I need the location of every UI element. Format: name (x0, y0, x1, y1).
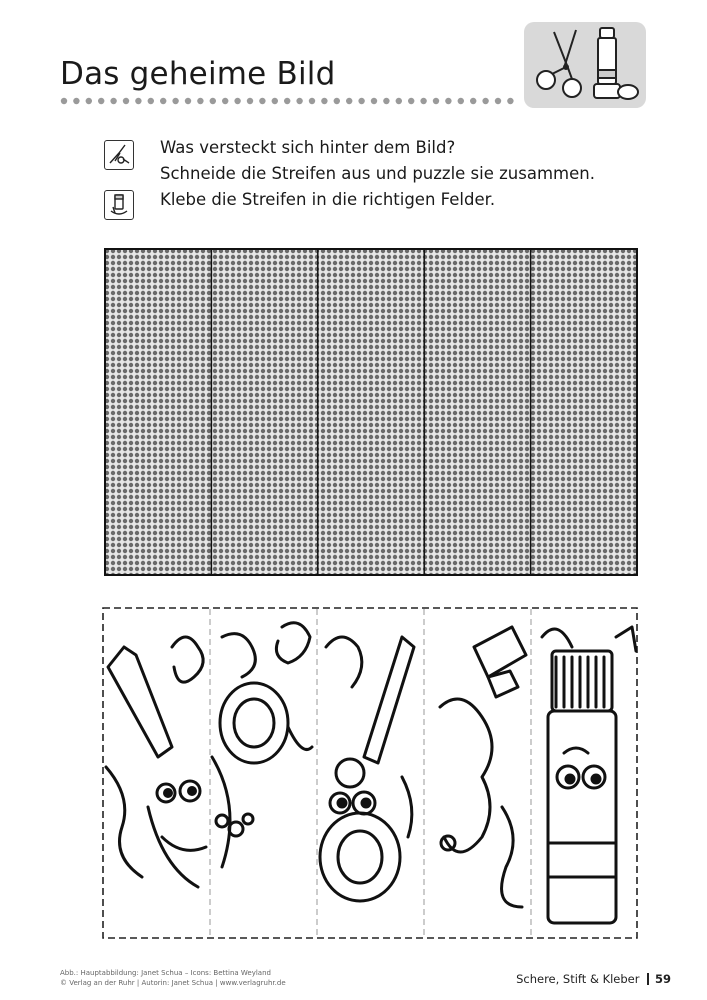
footer-page-info (516, 972, 671, 986)
divider-dot (135, 98, 141, 104)
divider-dot (507, 98, 513, 104)
divider-dot (346, 98, 352, 104)
instruction-line-3: Klebe die Streifen in die richtigen Felder. (160, 190, 496, 209)
instruction-line-1: Was versteckt sich hinter dem Bild? (160, 138, 456, 157)
divider-dot (86, 98, 92, 104)
page-title: Das geheime Bild (60, 56, 336, 92)
divider-dot (470, 98, 476, 104)
divider-dot (482, 98, 488, 104)
glue-stick-icon (104, 190, 134, 220)
divider-dot (321, 98, 327, 104)
instructions (160, 135, 595, 213)
divider-dot (172, 98, 178, 104)
divider-dot (371, 98, 377, 104)
divider-dot (284, 98, 290, 104)
divider-dot (309, 98, 315, 104)
cut-out-strips[interactable] (102, 607, 638, 939)
divider-dot (296, 98, 302, 104)
divider-dot (396, 98, 402, 104)
divider-dot (259, 98, 265, 104)
divider-dot (495, 98, 501, 104)
target-grid-area (105, 249, 637, 575)
instruction-line-2: Schneide die Streifen aus und puzzle sie zusammen. (160, 164, 595, 183)
divider-dot (445, 98, 451, 104)
divider-dot (110, 98, 116, 104)
divider-dot (222, 98, 228, 104)
divider-dot (358, 98, 364, 104)
scissors-cut-icon (104, 140, 134, 170)
footer-credits (60, 968, 286, 988)
divider-dot (247, 98, 253, 104)
divider-dot (408, 98, 414, 104)
divider-dot (420, 98, 426, 104)
divider-dot (197, 98, 203, 104)
target-grid (104, 248, 638, 576)
divider-dot (148, 98, 154, 104)
divider-dot (383, 98, 389, 104)
footer-separator (647, 973, 649, 985)
title-dotted-divider (60, 97, 520, 105)
divider-dot (272, 98, 278, 104)
divider-dot (433, 98, 439, 104)
divider-dot (123, 98, 129, 104)
divider-dot (98, 98, 104, 104)
divider-dot (234, 98, 240, 104)
divider-dot (210, 98, 216, 104)
footer-credits-line-1: Abb.: Hauptabbildung: Janet Schua – Icons: Bettina Weyland (60, 969, 271, 977)
divider-dot (73, 98, 79, 104)
page-number: 59 (654, 972, 671, 986)
scissors-and-glue-icon (524, 22, 646, 108)
book-title: Schere, Stift & Kleber (516, 972, 640, 986)
divider-dot (185, 98, 191, 104)
divider-dot (334, 98, 340, 104)
divider-dot (160, 98, 166, 104)
footer-credits-line-2: © Verlag an der Ruhr | Autorin: Janet Schua | www.verlagruhr.de (60, 979, 286, 987)
divider-dot (61, 98, 67, 104)
divider-dot (458, 98, 464, 104)
